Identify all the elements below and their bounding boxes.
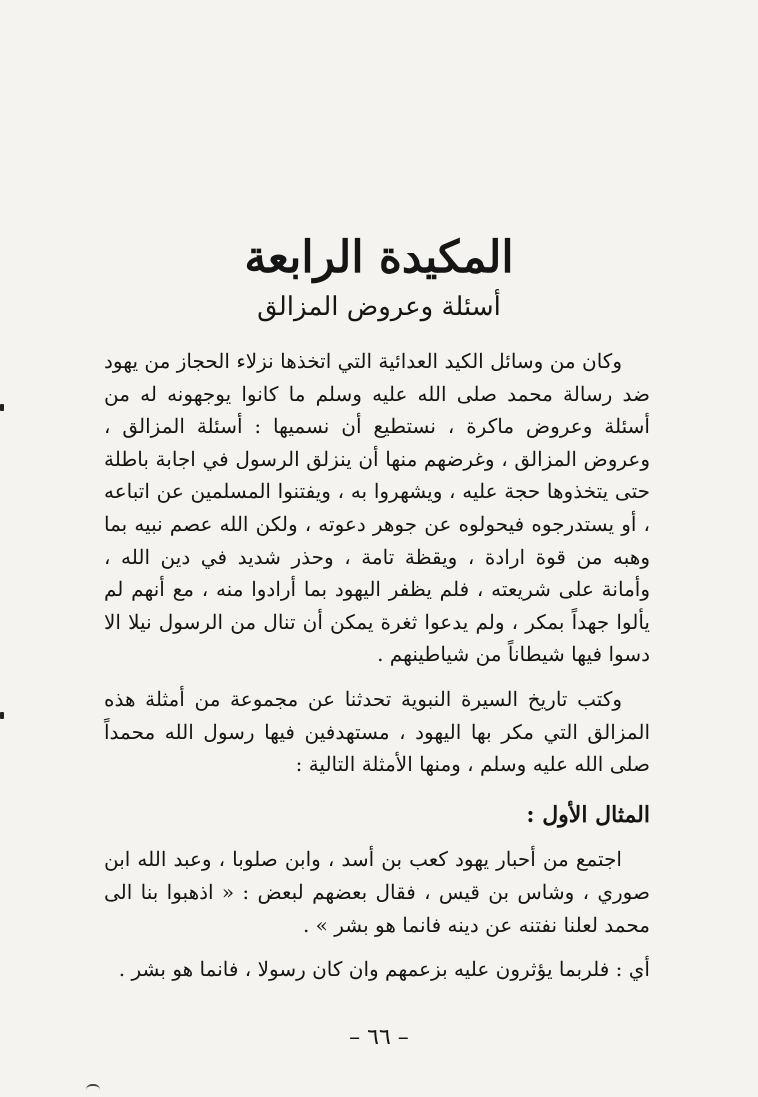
paragraph-example-1: اجتمع من أحبار يهود كعب بن أسد ، وابن صلوبا ، وعبد الله ابن صوري ، وشاس بن قيس ، فقال بعضهم لبعض : « اذهبوا بنا الى محمد لعلنا نفتنه عن دينه فانما هو بشر » . [104,847,650,937]
margin-mark [0,404,4,411]
section-heading-example-1: المثال الأول : [526,801,650,828]
chapter-title: المكيدة الرابعة [244,232,514,283]
chapter-subtitle: أسئلة وعروض المزالق [257,292,501,322]
page-body [104,345,650,986]
paragraph-explanation: أي : فلربما يؤثرون عليه بزعمهم وان كان رسولا ، فانما هو بشر . [118,957,650,982]
margin-mark [0,712,4,719]
paragraph-sources: وكتب تاريخ السيرة النبوية تحدثنا عن مجموعة من أمثلة هذه المزالق التي مكر بها اليهود ، مستهدفين فيها رسول الله محمداً صلى الله عليه وسلم ، ومنها الأمثلة التالية : [104,686,650,777]
page-number: – ٦٦ – [349,1025,409,1050]
scan-artifact-mark [86,1084,100,1090]
paragraph-intro: وكان من وسائل الكيد العدائية التي اتخذها نزلاء الحجاز من يهود ضد رسالة محمد صلى الله عليه وسلم ما كانوا يوجهونه له من أسئلة وعروض ماكرة ، نستطيع أن نسميها : أسئلة المزالق ، وعروض المزالق ، وغرضهم منها أن ينزلق الرسول في اجابة باطلة حتى يتخذوها حجة عليه ، ويشهروا به ، ويفتنوا المسلمين عن اتباعه ، أو يستدرجوه فيحولوه عن جوهر دعوته ، ولكن الله عصم نبيه بما وهبه من قوة ارادة ، ويقظة تامة ، وحذر شديد في دين الله ، وأمانة على شريعته ، فلم يظفر اليهود بما أرادوا منه ، مع أنهم لم يألوا جهداً بمكر ، ولم يدعوا ثغرة يمكن أن تنال من الرسول نيلا الا دسوا فيها شيطاناً من شياطينهم . [104,349,650,667]
